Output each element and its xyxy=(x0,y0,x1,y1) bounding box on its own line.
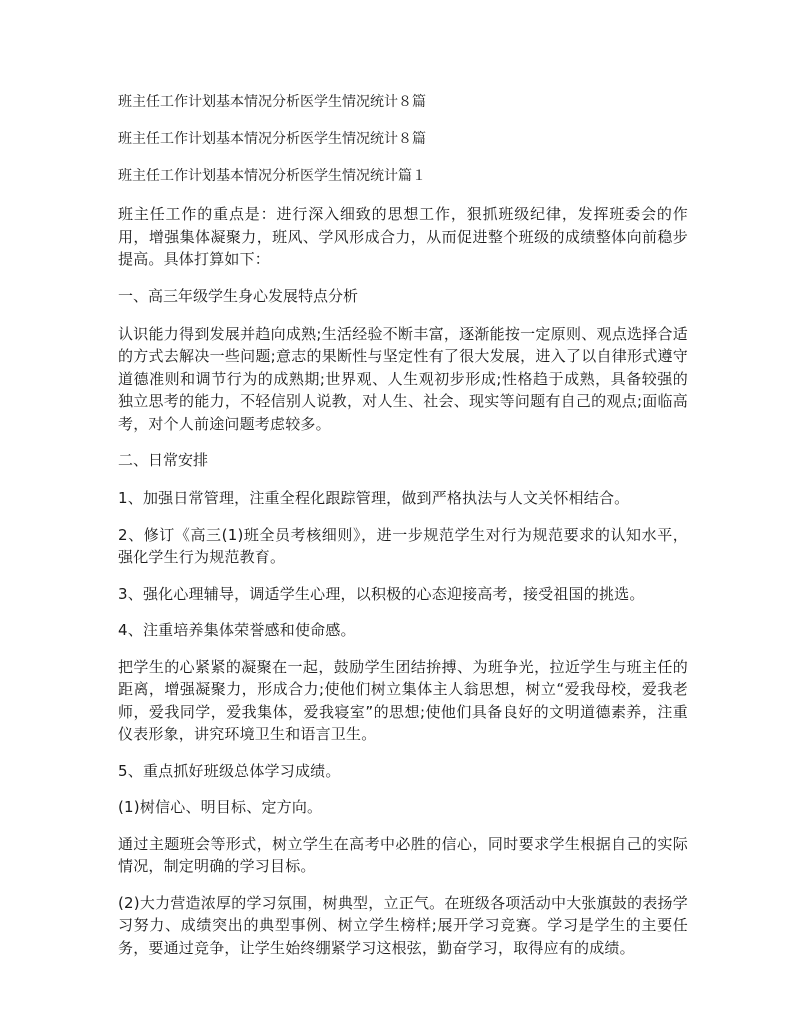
section-heading: 一、高三年级学生身心发展特点分析 xyxy=(118,286,359,305)
sub-item: (1)树信心、明目标、定方向。 xyxy=(118,798,323,816)
section-heading: 二、日常安排 xyxy=(118,451,209,469)
list-item: 4、注重培养集体荣誉感和使命感。 xyxy=(118,621,356,639)
section-paragraph: 认识能力得到发展并趋向成熟;生活经验不断丰富，逐渐能按一定原则、观点选择合适的方式去解决一些问题;意志的果断性与坚定性有了很大发展，进入了以自律形式遵守道德准则和调节行为的成熟期;世界观、人生观初步形成;性格趋于成熟，具备较强的独立思考的能力，不轻信别人说教，对人生、社会、现实等问题有自己的观点;面临高考，对个人前途问题考虑较多。 xyxy=(118,324,688,433)
sub-item: (2)大力营造浓厚的学习氛围，树典型，立正气。在班级各项活动中大张旗鼓的表扬学习努力、成绩突出的典型事例、树立学生榜样;展开学习竞赛。学习是学生的主要任务，要通过竞争，让学生始终绷紧学习这根弦，勤奋学习，取得应有的成绩。 xyxy=(118,893,688,957)
list-item: 5、重点抓好班级总体学习成绩。 xyxy=(118,761,341,780)
list-item: 2、修订《高三(1)班全员考核细则》，进一步规范学生对行为规范要求的认知水平，强化学生行为规范教育。 xyxy=(118,525,688,566)
list-item: 3、强化心理辅导，调适学生心理，以积极的心态迎接高考，接受祖国的挑选。 xyxy=(118,584,645,603)
intro-paragraph: 班主任工作的重点是：进行深入细致的思想工作，狠抓班级纪律，发挥班委会的作用，增强集体凝聚力，班风、学风形成合力，从而促进整个班级的成绩整体向前稳步提高。具体打算如下： xyxy=(118,205,688,268)
document-title: 班主任工作计划基本情况分析医学生情况统计篇１ xyxy=(118,168,426,184)
document-title: 班主任工作计划基本情况分析医学生情况统计８篇 xyxy=(118,131,426,147)
document-title: 班主任工作计划基本情况分析医学生情况统计８篇 xyxy=(118,94,426,110)
document-page xyxy=(118,92,688,973)
list-item: 1、加强日常管理，注重全程化跟踪管理，做到严格执法与人文关怀相结合。 xyxy=(118,489,630,507)
body-paragraph: 通过主题班会等形式，树立学生在高考中必胜的信心，同时要求学生根据自己的实际情况，制定明确的学习目标。 xyxy=(118,834,688,875)
body-paragraph: 把学生的心紧紧的凝聚在一起，鼓励学生团结拚搏、为班争光，拉近学生与班主任的距离，增强凝聚力，形成合力;使他们树立集体主人翁思想，树立“爱我母校，爱我老师，爱我同学，爱我集体，爱我寝室”的思想;使他们具备良好的文明道德素养，注重仪表形象，讲究环境卫生和语言卫生。 xyxy=(118,657,688,743)
